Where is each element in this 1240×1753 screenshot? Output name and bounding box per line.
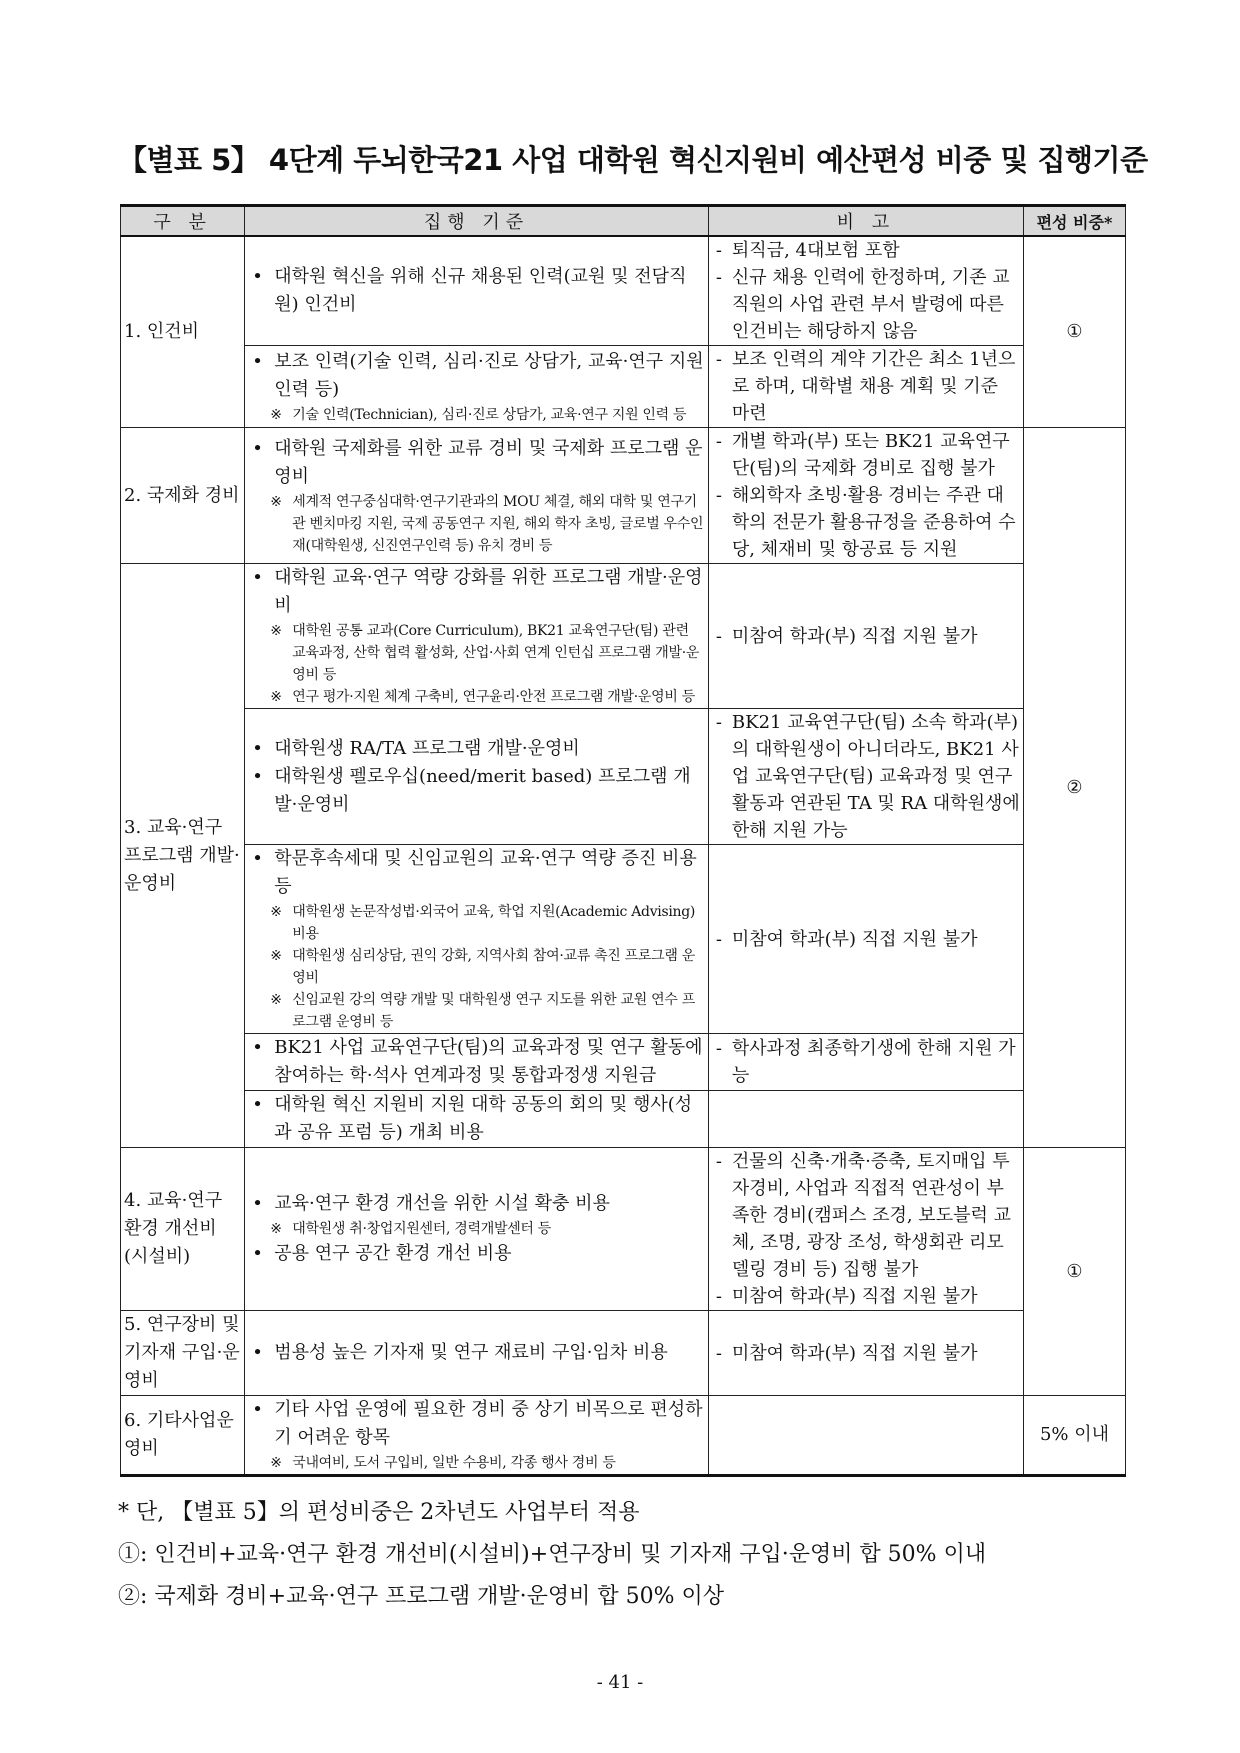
header-ratio: 편성 비중* [1023,206,1125,237]
ratio-cell: 5% 이내 [1023,1396,1125,1476]
criteria-item: • 대학원 국제화를 위한 교류 경비 및 국제화 프로그램 운영비 [248,435,705,491]
note-cell [708,428,1023,564]
category-cell: 6. 기타사업운영비 [121,1396,245,1476]
category-cell: 2. 국제화 경비 [121,428,245,564]
header-criteria: 집행 기준 [245,206,709,237]
table-row [121,1034,1126,1091]
criteria-subnote: ※ 대학원생 취·창업지원센터, 경력개발센터 등 [248,1218,705,1240]
note-cell [708,1148,1023,1311]
criteria-item: • 교육·연구 환경 개선을 위한 시설 확충 비용 [248,1190,705,1218]
criteria-item: • 기타 사업 운영에 필요한 경비 중 상기 비목으로 편성하기 어려운 항목 [248,1396,705,1452]
page-number: - 41 - [596,1672,644,1693]
criteria-item: • BK21 사업 교육연구단(팀)의 교육과정 및 연구 활동에 참여하는 학·석사 연계과정 및 통합과정생 지원금 [248,1034,705,1090]
criteria-cell [245,1396,709,1476]
criteria-cell [245,1091,709,1148]
footnote-ratio-1: ①: 인건비+교육·연구 환경 개선비(시설비)+연구장비 및 기자재 구입·운영비 합 50% 이내 [118,1542,987,1567]
ratio-cell: ② [1023,428,1125,1148]
table-row [121,428,1126,564]
criteria-item: • 대학원 혁신을 위해 신규 채용된 인력(교원 및 전담직원) 인건비 [248,263,705,319]
note-cell [708,1396,1023,1476]
note-item: - 보조 인력의 계약 기간은 최소 1년으로 하며, 대학별 채용 계획 및 기준 마련 [712,346,1020,427]
criteria-item: • 범용성 높은 기자재 및 연구 재료비 구입·임차 비용 [248,1339,705,1367]
note-cell [708,236,1023,346]
criteria-cell [245,428,709,564]
criteria-item: • 보조 인력(기술 인력, 심리·진로 상담가, 교육·연구 지원 인력 등) [248,348,705,404]
category-cell: 4. 교육·연구 환경 개선비 (시설비) [121,1148,245,1311]
criteria-subnote: ※ 국내여비, 도서 구입비, 일반 수용비, 각종 행사 경비 등 [248,1452,705,1474]
ratio-cell: ① [1023,1148,1125,1396]
note-item: - 해외학자 초빙·활용 경비는 주관 대학의 전문가 활용규정을 준용하여 수당, 체재비 및 항공료 등 지원 [712,482,1020,563]
table-header-row [121,206,1126,237]
note-cell [708,564,1023,709]
note-item: - BK21 교육연구단(팀) 소속 학과(부)의 대학원생이 아니더라도, BK21 사업 교육연구단(팀) 교육과정 및 연구 활동과 연관된 TA 및 RA 대학원생에 한해 지원 가능 [712,709,1020,844]
criteria-subnote: ※ 대학원생 논문작성법·외국어 교육, 학업 지원(Academic Advising) 비용 [248,901,705,945]
criteria-subnote: ※ 연구 평가·지원 체계 구축비, 연구윤리·안전 프로그램 개발·운영비 등 [248,686,705,708]
table-row [121,1396,1126,1476]
footnote-ratio-2: ②: 국제화 경비+교육·연구 프로그램 개발·운영비 합 50% 이상 [118,1584,724,1609]
criteria-subnote: ※ 대학원생 심리상담, 권익 강화, 지역사회 참여·교류 촉진 프로그램 운영비 [248,945,705,989]
note-cell [708,1034,1023,1091]
table-row [121,564,1126,709]
table-row [121,1091,1126,1148]
note-item: - 미참여 학과(부) 직접 지원 불가 [712,1340,1020,1367]
table-row [121,845,1126,1034]
footnote-application: * 단, 【별표 5】의 편성비중은 2차년도 사업부터 적용 [118,1500,640,1525]
note-item: - 건물의 신축·개축·증축, 토지매입 투자경비, 사업과 직접적 연관성이 부족한 경비(캠퍼스 조경, 보도블럭 교체, 조명, 광장 조성, 학생회관 리모델링 경비 등) 집행 불가 [712,1148,1020,1283]
footnotes [118,1492,1128,1618]
note-cell [708,845,1023,1034]
table-row [121,346,1126,428]
criteria-subnote: ※ 기술 인력(Technician), 심리·진로 상담가, 교육·연구 지원 인력 등 [248,404,705,426]
note-cell [708,346,1023,428]
criteria-cell [245,709,709,845]
criteria-item: • 대학원생 RA/TA 프로그램 개발·운영비 [248,735,705,763]
note-item: - 미참여 학과(부) 직접 지원 불가 [712,1283,1020,1310]
criteria-item: • 대학원생 펠로우십(need/merit based) 프로그램 개발·운영비 [248,763,705,819]
criteria-cell [245,1148,709,1311]
budget-standard-table [120,204,1126,1477]
header-note: 비 고 [708,206,1023,237]
criteria-cell [245,564,709,709]
criteria-item: • 공용 연구 공간 환경 개선 비용 [248,1240,705,1268]
note-cell [708,1311,1023,1396]
note-cell [708,709,1023,845]
criteria-cell [245,1034,709,1091]
criteria-cell [245,236,709,346]
category-cell: 5. 연구장비 및 기자재 구입·운영비 [121,1311,245,1396]
note-item: - 미참여 학과(부) 직접 지원 불가 [712,623,1020,650]
criteria-item: • 대학원 혁신 지원비 지원 대학 공동의 회의 및 행사(성과 공유 포럼 등) 개최 비용 [248,1091,705,1147]
table-row [121,1311,1126,1396]
criteria-subnote: ※ 대학원 공통 교과(Core Curriculum), BK21 교육연구단(팀) 관련 교육과정, 산학 협력 활성화, 산업·사회 연계 인턴십 프로그램 개발·운영비 등 [248,620,705,686]
table-row [121,709,1126,845]
note-item: - 미참여 학과(부) 직접 지원 불가 [712,926,1020,953]
criteria-cell [245,346,709,428]
page-title: 【별표 5】 4단계 두뇌한국21 사업 대학원 혁신지원비 예산편성 비중 및 집행기준 [118,143,1148,177]
criteria-item: • 대학원 교육·연구 역량 강화를 위한 프로그램 개발·운영비 [248,564,705,620]
header-category: 구 분 [121,206,245,237]
criteria-item: • 학문후속세대 및 신임교원의 교육·연구 역량 증진 비용 등 [248,845,705,901]
criteria-cell [245,845,709,1034]
note-item: - 학사과정 최종학기생에 한해 지원 가능 [712,1035,1020,1089]
table-row [121,1148,1126,1311]
criteria-subnote: ※ 신임교원 강의 역량 개발 및 대학원생 연구 지도를 위한 교원 연수 프로그램 운영비 등 [248,989,705,1033]
ratio-cell: ① [1023,236,1125,428]
note-item: - 퇴직금, 4대보험 포함 [712,237,1020,264]
criteria-cell [245,1311,709,1396]
criteria-subnote: ※ 세계적 연구중심대학·연구기관과의 MOU 체결, 해외 대학 및 연구기관 벤치마킹 지원, 국제 공동연구 지원, 해외 학자 초빙, 글로벌 우수인재(대학원생, 신진연구인력 등) 유치 경비 등 [248,491,705,557]
note-item: - 개별 학과(부) 또는 BK21 교육연구단(팀)의 국제화 경비로 집행 불가 [712,428,1020,482]
category-cell: 1. 인건비 [121,236,245,428]
category-cell: 3. 교육·연구 프로그램 개발·운영비 [121,564,245,1148]
note-item: - 신규 채용 인력에 한정하며, 기존 교직원의 사업 관련 부서 발령에 따른 인건비는 해당하지 않음 [712,264,1020,345]
note-cell [708,1091,1023,1148]
table-row [121,236,1126,346]
